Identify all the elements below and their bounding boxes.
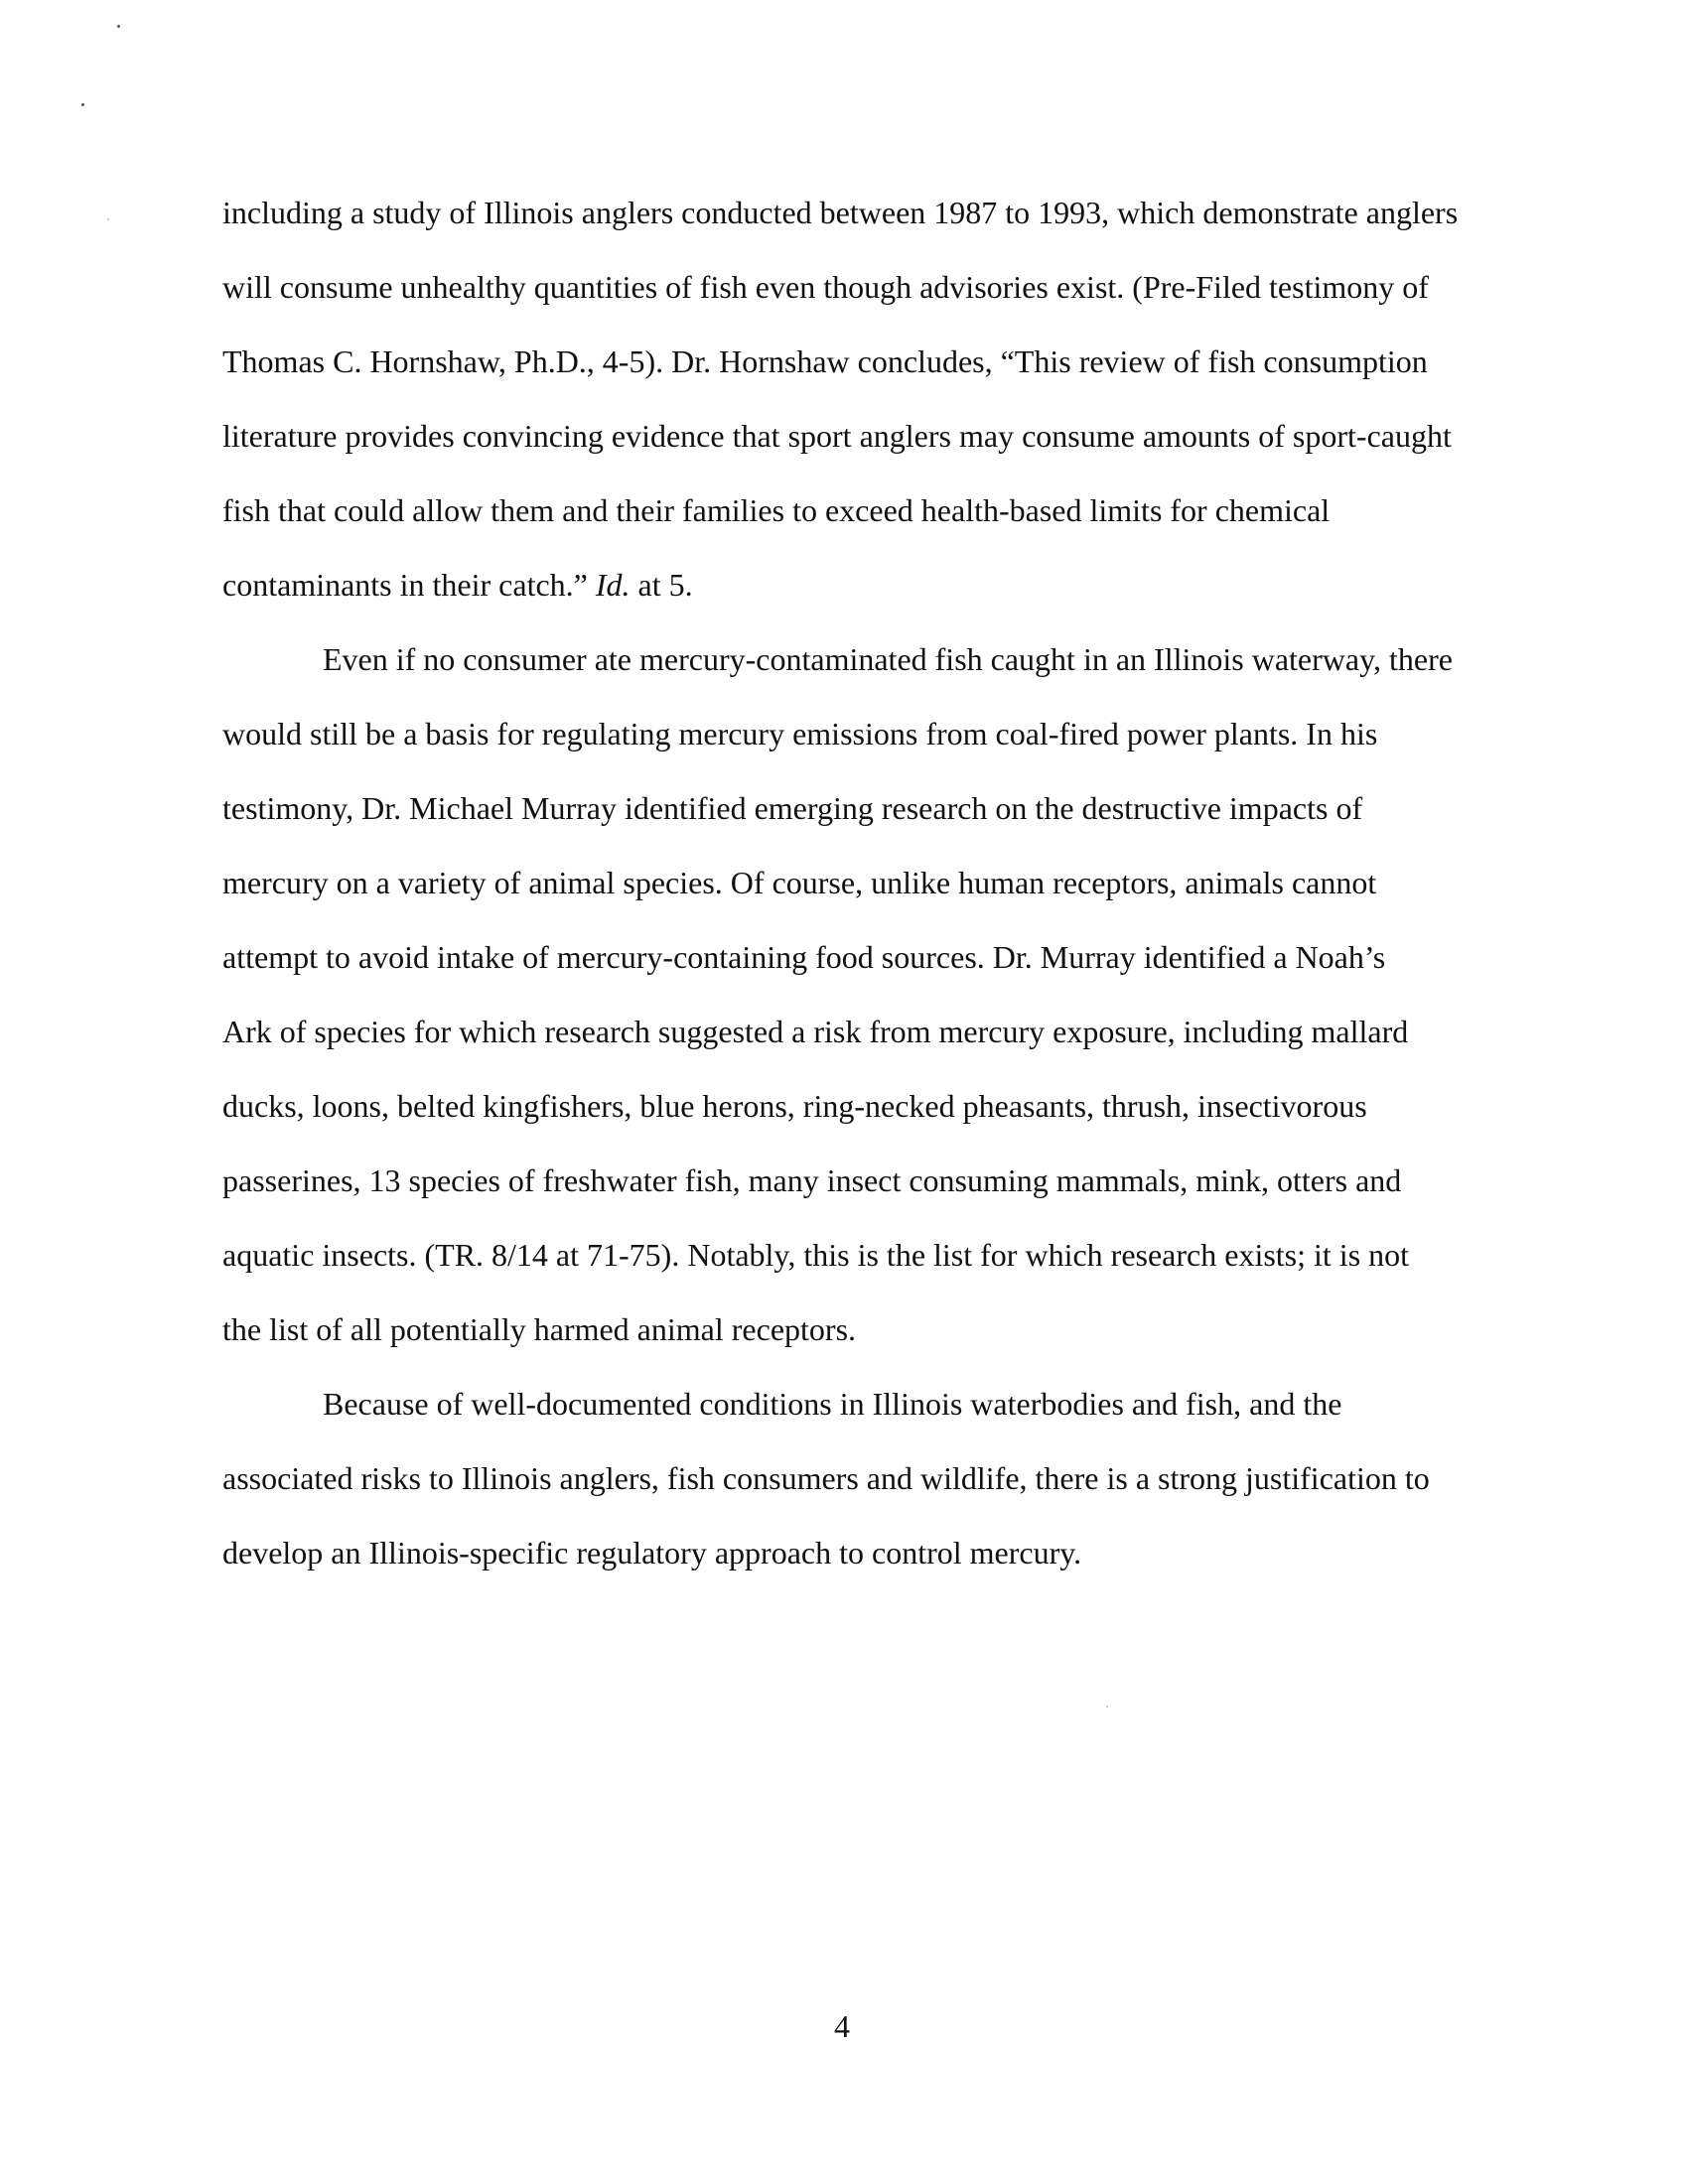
- text-line: mercury on a variety of animal species. Of course, unlike human receptors, animals cannot: [222, 865, 1377, 900]
- text-segment: at 5.: [630, 567, 693, 603]
- text-line: testimony, Dr. Michael Murray identified emerging research on the destructive impacts of: [222, 790, 1363, 826]
- text-line: fish that could allow them and their families to exceed health-based limits for chemical: [222, 492, 1331, 528]
- text-line: literature provides convincing evidence that sport anglers may consume amounts of sport-caught: [222, 418, 1452, 454]
- text-line: ducks, loons, belted kingfishers, blue herons, ring-necked pheasants, thrush, insectivorous: [222, 1088, 1367, 1124]
- text-line: attempt to avoid intake of mercury-containing food sources. Dr. Murray identified a Noah’s: [222, 939, 1386, 975]
- text-line: Ark of species for which research suggested a risk from mercury exposure, including mallard: [222, 1014, 1409, 1049]
- text-line: would still be a basis for regulating mercury emissions from coal-fired power plants. In his: [222, 716, 1378, 751]
- text-line: Because of well-documented conditions in Illinois waterbodies and fish, and the: [323, 1386, 1342, 1422]
- citation-id: Id.: [595, 567, 631, 603]
- scan-speck: [1106, 1706, 1108, 1707]
- text-line: [222, 565, 693, 605]
- text-line: Even if no consumer ate mercury-contaminated fish caught in an Illinois waterway, there: [323, 641, 1453, 677]
- text-segment: contaminants in their catch.”: [222, 567, 596, 603]
- text-line: develop an Illinois-specific regulatory approach to control mercury.: [222, 1535, 1082, 1570]
- scan-speck: [107, 218, 109, 220]
- page-number: 4: [834, 2008, 850, 2044]
- text-line: associated risks to Illinois anglers, fish consumers and wildlife, there is a strong justification to: [222, 1460, 1430, 1496]
- text-line: passerines, 13 species of freshwater fish, many insect consuming mammals, mink, otters and: [222, 1162, 1402, 1198]
- scan-speck: [117, 25, 120, 28]
- scan-speck: [81, 103, 84, 106]
- text-line: will consume unhealthy quantities of fish even though advisories exist. (Pre-Filed testimony of: [222, 269, 1429, 305]
- text-line: Thomas C. Hornshaw, Ph.D., 4-5). Dr. Hornshaw concludes, “This review of fish consumption: [222, 343, 1428, 379]
- text-line: including a study of Illinois anglers conducted between 1987 to 1993, which demonstrate anglers: [222, 195, 1459, 230]
- text-line: aquatic insects. (TR. 8/14 at 71-75). Notably, this is the list for which research exists; it is not: [222, 1237, 1410, 1273]
- text-line: the list of all potentially harmed animal receptors.: [222, 1311, 857, 1347]
